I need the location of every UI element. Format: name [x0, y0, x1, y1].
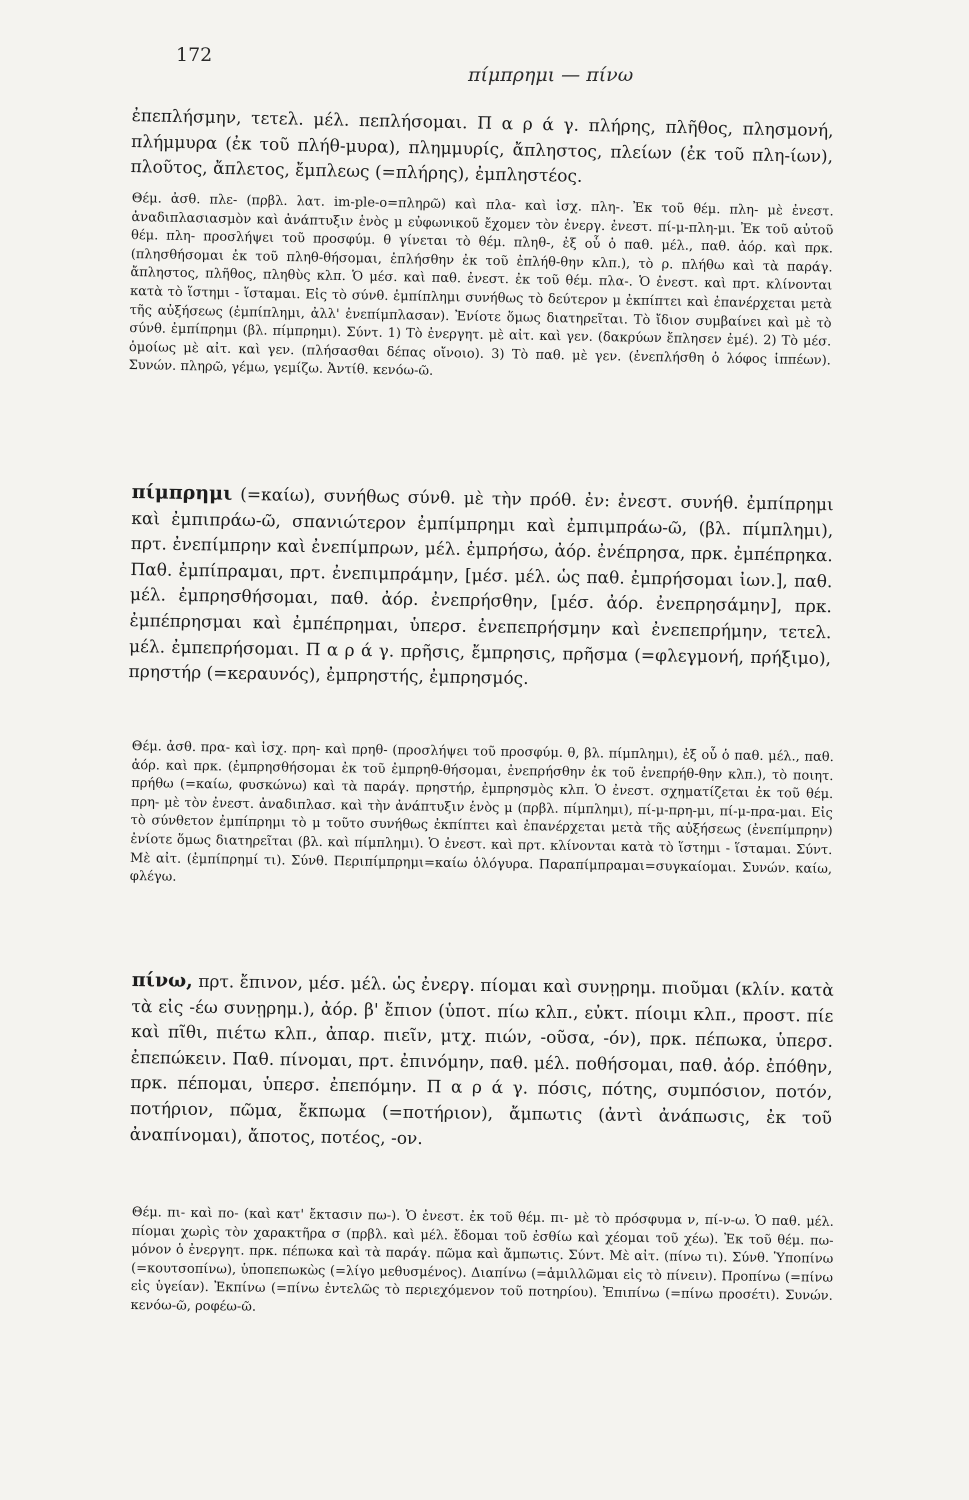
entry-pimprimi-text: (=καίω), συνήθως σύνθ. μὲ τὴν πρόθ. ἐν: ἐνεστ. συνήθ. ἐμπίπρημι καὶ ἐμπιπράω-ῶ, σπανιώτερον ἐμπίμπρημι καὶ ἐμπιμπράω-ῶ, (βλ. πίμπλημι), πρτ. ἐνεπίμπρην καὶ ἐνεπίμπρων, μέλ. ἐμπρήσω, ἀόρ. ἐνέπρησα, πρκ. ἐμπέπρηκα. Παθ. ἐμπίπραμαι, πρτ. ἐνεπιμπράμην, [μέσ. μέλ. ὡς παθ. ἐμπρήσομαι ἰων.], παθ. μέλ. ἐμπρησθήσομαι, παθ. ἀόρ. ἐνεπρήσθην, [μέσ. ἀόρ. ἐνεπρησάμην], πρκ. ἐμπέπρησμαι καὶ ἐμπέπρημαι, ὑπερσ. ἐνεπεπρήσμην καὶ ἐνεπεπρήμην, τετελ. μέλ. ἐμπεπρήσομαι. Π α ρ ά γ. πρῆσις, ἔμπρησις, πρῆσμα (=φλεγμονή, πρήξιμο), πρηστήρ (=κεραυνός), ἐμπρηστής, ἐμπρησμός.	[128, 484, 834, 690]
running-head: πίμπρημι — πίνω	[468, 64, 634, 86]
page-number: 172	[176, 44, 213, 66]
entry-pimprimi	[128, 480, 833, 698]
entry-pino-text: πρτ. ἔπινον, μέσ. μέλ. ὡς ἐνεργ. πίομαι καὶ συνῃρημ. πιοῦμαι (κλίν. κατὰ τὰ εἰς -έω συνῃρημ.), ἀόρ. β' ἔπιον (ὑποτ. πίω κλπ., εὐκτ. πίοιμι κλπ., προστ. πίε καὶ πῖθι, πιέτω κλπ., ἀπαρ. πιεῖν, μτχ. πιών, -οῦσα, -όν), πρκ. πέπωκα, ὑπερσ. ἐπεπώκειν. Παθ. πίνομαι, πρτ. ἐπινόμην, παθ. μέλ. ποθήσομαι, παθ. ἀόρ. ἐπόθην, πρκ. πέπομαι, ὑπερσ. ἐπεπόμην. Π α ρ ά γ. πόσις, πότης, συμπόσιον, ποτόν, ποτήριον, πῶμα, ἔκπωμα (=ποτήριον), ἄμπωτις (ἀντὶ ἀνάπωσις, ἐκ τοῦ ἀναπίνομαι), ἄποτος, ποτέος, -ον.	[129, 971, 834, 1149]
entry-pimprimi-etymology: Θέμ. ἀσθ. πρα- καὶ ἰσχ. πρη- καὶ πρηθ- (προσλήψει τοῦ προσφύμ. θ, βλ. πίμπλημι), ἐξ οὗ ὁ παθ. μέλ., παθ. ἀόρ. καὶ πρκ. (ἐμπρησθήσομαι ἐκ τοῦ ἐμπρηθ-θήσομαι, ἐνεπρήσθην ἐκ τοῦ ἐνεπρήθ-θην κλπ.), τὸ ποιητ. πρήθω (=καίω, φυσκώνω) καὶ τὰ παράγ. πρηστήρ, ἐμπρησμὸς κλπ. Ὁ ἐνεστ. σχηματίζεται ἐκ τοῦ θέμ. πρη- μὲ τὸν ἐνεστ. ἀναδιπλασ. καὶ τὴν ἀνάπτυξιν ἑνὸς μ (πρβλ. πίμπλημι), πί-μ-πρη-μι, πί-μ-πρα-μαι. Εἰς τὸ σύνθετον ἐμπίπρημι τὸ μ τοῦτο συνήθως ἐκπίπτει καὶ ἐπανέρχεται μετὰ τῆς αὐξήσεως (ἐνεπίμπρην) ἐνίοτε ὅμως διατηρεῖται (βλ. καὶ πίμπλημι). Ὁ ἐνεστ. καὶ πρτ. κλίνονται κατὰ τὸ ἵστημι - ἵσταμαι. Σύντ. Μὲ αἰτ. (ἐμπίπρημί τι). Σύνθ. Περιπίμπρημι=καίω ὁλόγυρα. Παραπίμπραμαι=συγκαίομαι. Συνών. καίω, φλέγω.	[129, 738, 834, 885]
entry-continuation-text: ἐπεπλήσμην, τετελ. μέλ. πεπλήσομαι. Π α ρ ά γ. πλήρης, πλῆθος, πλησμονή, πλήμμυρα (ἐκ τοῦ πλήθ-μυρα), πλημμυρίς, ἄπληστος, πλείων (ἐκ τοῦ πλη-ίων), πλοῦτος, ἄπλετος, ἔμπλεως (=πλήρης), ἐμπληστέος.	[130, 105, 834, 188]
headword-pimprimi: πίμπρημι	[131, 480, 233, 505]
entry-pino	[129, 968, 833, 1158]
entry-continuation-etymology: Θέμ. ἀσθ. πλε- (πρβλ. λατ. im-ple-o=πληρῶ) καὶ πλα- καὶ ἰσχ. πλη-. Ἐκ τοῦ θέμ. πλη- μὲ ἐνεστ. ἀναδιπλασιασμὸν καὶ ἀνάπτυξιν ἑνὸς μ εὐφωνικοῦ ἔχομεν τὸν ἐνεργ. ἐνεστ. πί-μ-πλη-μι. Ἐκ τοῦ αὐτοῦ θέμ. πλη- προσλήψει τοῦ προσφύμ. θ γίνεται τὸ θέμ. πληθ-, ἐξ οὗ ὁ παθ. μέλ., παθ. ἀόρ. καὶ πρκ. (πλησθήσομαι ἐκ τοῦ πληθ-θήσομαι, ἐπλήσθην ἐκ τοῦ ἐπλήθ-θην κλπ.), τὸ ρ. πλήθω καὶ τὰ παράγ. ἄπληστος, πλῆθος, πληθὺς κλπ. Ὁ μέσ. καὶ παθ. ἐνεστ. ἐκ τοῦ θέμ. πλα-. Ὁ ἐνεστ. καὶ πρτ. κλίνονται κατὰ τὸ ἵστημι - ἵσταμαι. Εἰς τὸ σύνθ. ἐμπίπλημι συνήθως τὸ δεύτερον μ ἐκπίπτει καὶ ἐπανέρχεται μετὰ τῆς αὐξήσεως (ἐμπίπλημι, ἀλλ' ἐνεπίμπλασαν). Ἐνίοτε ὅμως διατηρεῖται. Τὸ ἴδιον συμβαίνει καὶ μὲ τὸ σύνθ. ἐμπίπρημι (βλ. πίμπρημι). Σύντ. 1) Τὸ ἐνεργητ. μὲ αἰτ. καὶ γεν. (δακρύων ἔπλησεν ἐμέ). 2) Τὸ μέσ. ὁμοίως μὲ αἰτ. καὶ γεν. (πλήσασθαι δέπας οἴνοιο). 3) Τὸ παθ. μὲ γεν. (ἐνεπλήσθη ὁ λόφος ἱππέων). Συνών. πληρῶ, γέμω, γεμίζω. Ἀντίθ. κενόω-ῶ.	[128, 190, 834, 380]
entry-pino-etymology: Θέμ. πι- καὶ πο- (καὶ κατ' ἔκτασιν πω-). Ὁ ἐνεστ. ἐκ τοῦ θέμ. πι- μὲ τὸ πρόσφυμα ν, πί-ν-ω. Ὁ παθ. μέλ. πίομαι χωρὶς τὸν χαρακτῆρα σ (πρβλ. καὶ μέλ. ἔδομαι τοῦ ἐσθίω καὶ χέομαι τοῦ χέω). Ἐκ τοῦ θέμ. πω- μόνον ὁ ἐνεργητ. πρκ. πέπωκα καὶ τὰ παράγ. πῶμα καὶ ἄμπωτις. Σύντ. Μὲ αἰτ. (πίνω τι). Σύνθ. Ὑποπίνω (=κουτσοπίνω), ὑποπεπωκὼς (=λίγο μεθυσμένος). Διαπίνω (=ἁμιλλῶμαι εἰς τὸ πίνειν). Προπίνω (=πίνω εἰς ὑγείαν). Ἐκπίνω (=πίνω ἐντελῶς τὸ περιεχόμενον τοῦ ποτηρίου). Ἐπιπίνω (=πίνω προσέτι). Συνών. κενόω-ῶ, ροφέω-ῶ.	[130, 1204, 834, 1315]
headword-pino: πίνω,	[131, 968, 193, 992]
